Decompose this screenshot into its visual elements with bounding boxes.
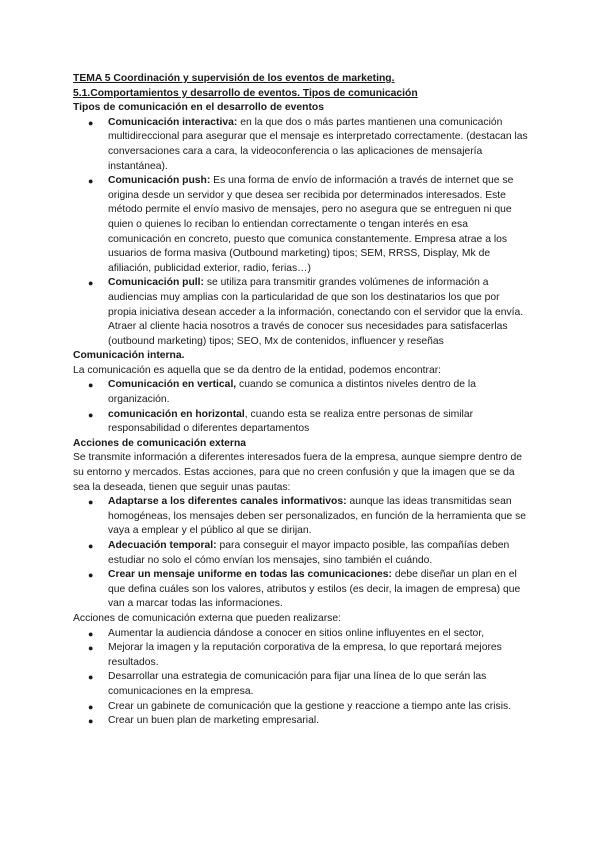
bullet-icon: ● bbox=[88, 380, 94, 391]
list-item: ● Crear un mensaje uniforme en todas las comunicaciones: debe diseñar un plan en el que defina cuáles son los valores, atributos y estilos (es decir, la imagen de empresa) que van a marcar todas las informaciones. bbox=[88, 569, 521, 610]
bullet-icon: ● bbox=[88, 176, 94, 187]
list-item: ● Crear un buen plan de marketing empresarial. bbox=[108, 714, 530, 729]
bullet-icon: ● bbox=[88, 541, 94, 551]
bullet-icon: ● bbox=[88, 570, 94, 581]
paragraph-acciones: Acciones de comunicación externa que pueden realizarse: bbox=[73, 612, 341, 624]
bullet-icon: ● bbox=[88, 409, 94, 420]
list-acciones-externa bbox=[73, 627, 530, 729]
list-item: ● Adaptarse a los diferentes canales informativos: aunque las ideas transmitidas sean homogéneas, los mensajes deben ser personalizados, en función de la herramienta que se vaya a emplear y el público al que se dirijan. bbox=[88, 496, 527, 537]
paragraph-interna: La comunicación es aquella que se da dentro de la entidad, podemos encontrar: bbox=[73, 364, 442, 376]
list-tipos-comunicacion bbox=[73, 116, 530, 350]
list-pautas-externa bbox=[73, 495, 530, 612]
list-comunicacion-interna bbox=[73, 378, 530, 436]
document-title: TEMA 5 Coordinación y supervisión de los eventos de marketing. bbox=[73, 73, 395, 84]
list-item: ● Adecuación temporal: para conseguir el mayor impacto posible, las compañías deben estudiar no solo el cómo envían los mensajes, sino también el cuándo. bbox=[88, 540, 510, 566]
document-subtitle: 5.1.Comportamientos y desarrollo de eventos. Tipos de comunicación bbox=[73, 87, 418, 99]
bullet-icon: ● bbox=[88, 643, 94, 654]
list-item: ● Comunicación pull: se utiliza para transmitir grandes volúmenes de información a audiencias muy amplias con la particularidad de que son los destinatarios los que por propia iniciativa desean acceder a la información, conectando con el servidor que la envía. Atraer al cliente hacia nosotros a través de conocer sus necesidades para satisfacerlas (outbound marketing) tipos; SEO, Mx de contenidos, influencer y reseñas bbox=[88, 277, 524, 347]
bullet-icon: ● bbox=[88, 497, 94, 508]
list-item: ● comunicación en horizontal, cuando esta se realiza entre personas de similar responsabilidad o diferentes departamentos bbox=[88, 408, 474, 435]
bullet-icon: ● bbox=[88, 716, 94, 727]
list-item: ● Mejorar la imagen y la reputación corporativa de la empresa, lo que reportará mejores resultados. bbox=[88, 642, 502, 668]
list-item: ● Comunicación en vertical, cuando se comunica a distintos niveles dentro de la organización. bbox=[88, 379, 476, 406]
list-item: ● Desarrollar una estrategia de comunicación para fijar una línea de lo que serán las comunicaciones en la empresa. bbox=[88, 671, 487, 697]
list-item: ● Comunicación interactiva: en la que dos o más partes mantienen una comunicación multidireccional para asegurar que el mensaje es interpretado correctamente. (destacan las conversaciones cara a cara, la videoconferencia o las aplicaciones de mensajería instantánea). bbox=[88, 116, 528, 172]
bullet-icon: ● bbox=[88, 672, 94, 683]
bullet-icon: ● bbox=[88, 628, 94, 639]
bullet-icon: ● bbox=[88, 278, 94, 289]
section-heading-interna: Comunicación interna. bbox=[73, 350, 185, 362]
list-item: ● Crear un gabinete de comunicación que la gestione y reaccione a tiempo ante las crisis. bbox=[108, 700, 530, 715]
section-heading-tipos: Tipos de comunicación en el desarrollo de eventos bbox=[73, 102, 325, 114]
list-item: ● Comunicación push: Es una forma de envío de información a través de internet que se origina desde un servidor y que desea ser recibida por determinados interesados. Este método permite el envío masivo de mensajes, pero no asegura que se entreguen ni que quien o quienes lo reciban lo entiendan correctamente o tengan interés en esa comunicación en concreto, puesto que comunica constantemente. Empresa atrae a los usuarios de forma masiva (Outbound marketing) tipos; SEM, RRSS, Display, Mk de afiliación, publicidad exterior, radio, ferias…) bbox=[88, 175, 514, 274]
bullet-icon: ● bbox=[88, 117, 94, 128]
section-heading-externa: Acciones de comunicación externa bbox=[73, 437, 247, 449]
bullet-icon: ● bbox=[88, 701, 94, 712]
paragraph-externa: Se transmite información a diferentes interesados fuera de la empresa, aunque siempre dentro de su entorno y mercados. Estas acciones, para que no creen confusión y que la imagen que se da sea la deseada, tienen que seguir unas pautas: bbox=[73, 452, 523, 493]
list-item: ● Aumentar la audiencia dándose a conocer en sitios online influyentes en el sector, bbox=[108, 627, 530, 642]
